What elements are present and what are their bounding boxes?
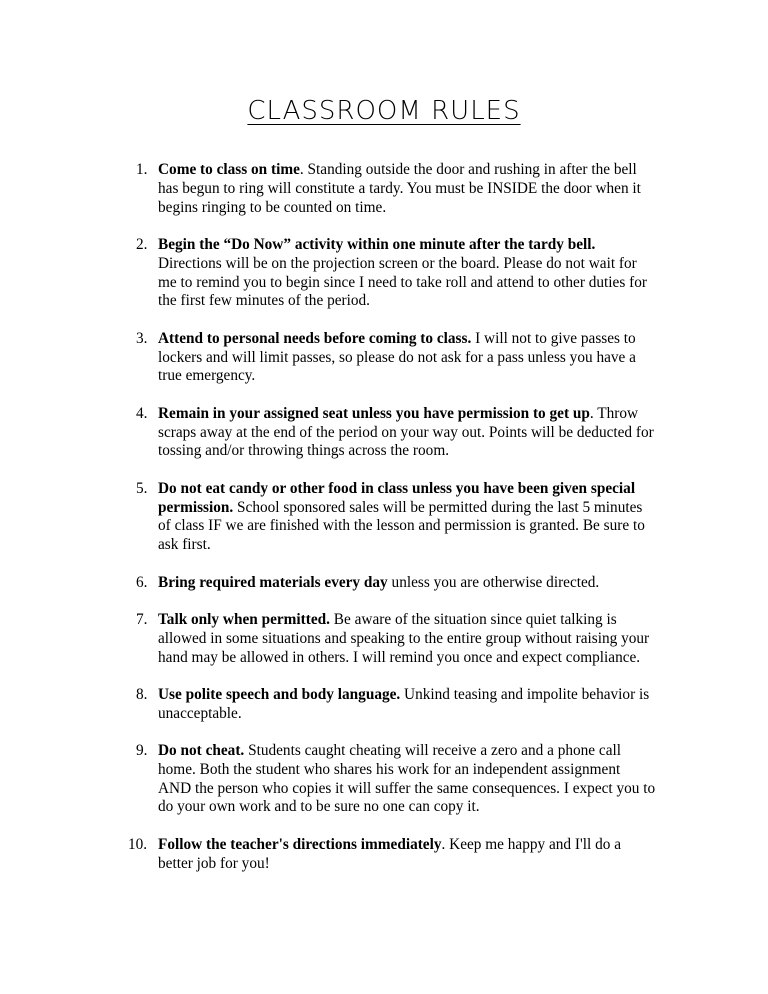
rule-item-5 (0, 480, 656, 555)
page-title (0, 90, 768, 127)
page-title-text: CLASSROOM RULES (247, 96, 521, 126)
rule-heading: Follow the teacher's directions immediately (158, 835, 442, 853)
rule-number: 3. (136, 329, 148, 347)
rule-number: 6. (136, 573, 148, 591)
rule-heading: Do not eat candy or other food in class unless you have been given special permission. (158, 479, 636, 516)
rule-number: 1. (136, 161, 148, 178)
rule-number: 4. (136, 404, 148, 422)
rule-heading: Talk only when permitted. (158, 610, 330, 628)
rule-text: . Keep me happy and I'll do a better job for you! (158, 835, 621, 872)
rules-list (0, 161, 768, 892)
rule-number: 7. (136, 610, 148, 628)
rule-item-3 (0, 330, 656, 386)
rule-item-10 (0, 836, 656, 874)
rule-item-9 (0, 742, 656, 817)
rule-heading: Bring required materials every day (158, 573, 388, 591)
rule-text: Be aware of the situation since quiet talking is allowed in some situations and speaking to the entire group without raising your hand may be allowed in others. I will remind you once and expect compliance. (158, 610, 650, 666)
rule-text: I will not to give passes to lockers and will limit passes, so please do not ask for a pass unless you have a true emergency. (158, 329, 636, 385)
rule-heading: Attend to personal needs before coming to class. (158, 329, 472, 347)
rule-text: Directions will be on the projection screen or the board. Please do not wait for me to remind you to begin since I need to take roll and attend to other duties for the first few minutes of the period. (158, 254, 647, 310)
rule-item-4 (0, 405, 656, 461)
rule-number: 9. (136, 742, 148, 760)
rule-text: Students caught cheating will receive a zero and a phone call home. Both the student who shares his work for an independent assignment AND the person who copies it will suffer the same consequences. I expect you to do your own work and to be sure no one can copy it. (158, 742, 656, 816)
rule-heading: Come to class on time (158, 161, 300, 178)
rule-number: 8. (136, 685, 148, 703)
rule-text: . Standing outside the door and rushing in after the bell has begun to ring will constitute a tardy. You must be INSIDE the door when it begins ringing to be counted on time. (158, 161, 641, 216)
rule-text: Unkind teasing and impolite behavior is unacceptable. (158, 685, 650, 722)
rule-item-2 (0, 236, 656, 311)
rule-text: School sponsored sales will be permitted during the last 5 minutes of class IF we are finished with the lesson and permission is granted. Be sure to ask first. (158, 498, 645, 554)
rule-heading: Remain in your assigned seat unless you have permission to get up (158, 404, 590, 422)
rule-number: 5. (136, 479, 148, 497)
rule-heading: Use polite speech and body language. (158, 685, 401, 703)
rule-text: . Throw scraps away at the end of the period on your way out. Points will be deducted for tossing and/or throwing things across the room. (158, 404, 654, 460)
rule-item-7 (0, 611, 656, 667)
rule-text: unless you are otherwise directed. (387, 573, 600, 591)
rule-number: 10. (128, 835, 148, 853)
rule-heading: Do not cheat. (158, 742, 245, 760)
rule-item-6 (0, 574, 656, 593)
rule-item-8 (0, 686, 656, 724)
rule-number: 2. (136, 235, 148, 253)
rule-heading: Begin the “Do Now” activity within one minute after the tardy bell. (158, 235, 596, 253)
rule-item-1 (0, 161, 656, 217)
